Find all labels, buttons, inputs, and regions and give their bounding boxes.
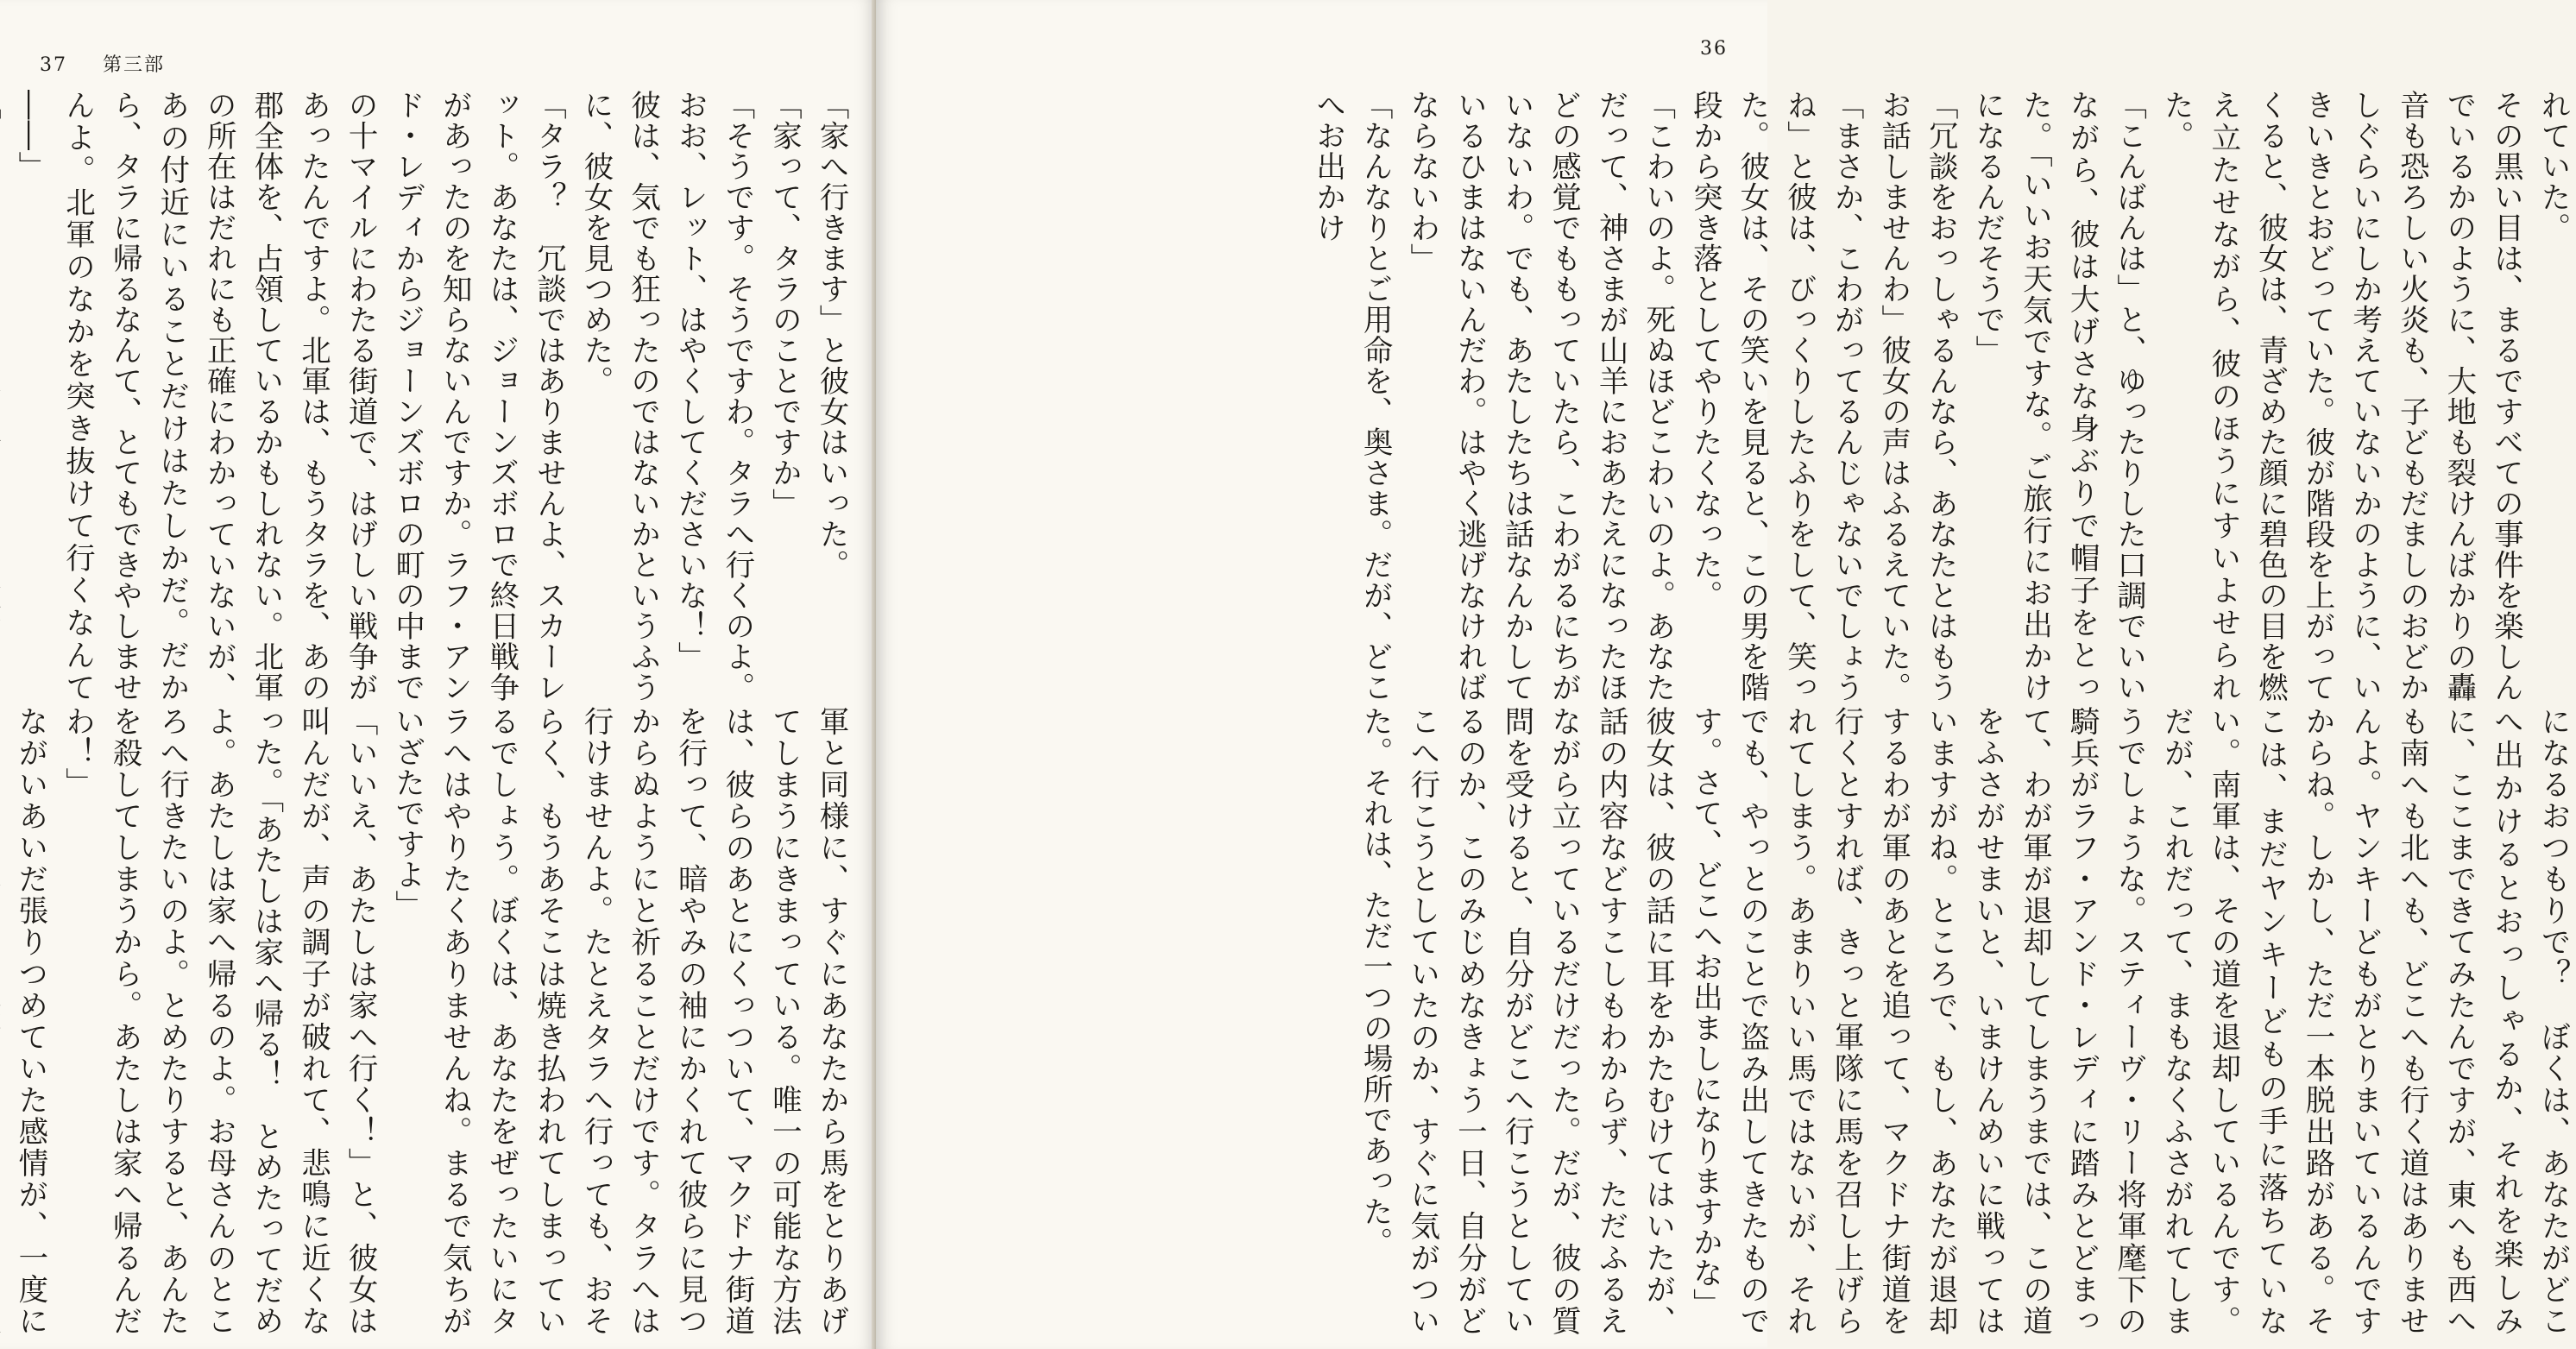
text-column-top: 「家へ行きます」と彼女はいった。 「家って、タラのことですか」 「そうです。そうですわ。タラへ行くのよ。おお、レット、はやくしてくださいな！」 彼は、気でも狂ったのではないかというふうに、彼女を見つめた。 「タラ？ 冗談ではありませんよ、スカーレット。あなたは、ジョーンズボロで終日戦争があったのを知らないんですか。ラフ・アンド・レディからジョーンズボロの町の中までの十マイルにわたる街道で、はげしい戦争があったんですよ。北軍は、もうタラを、あの郡全体を、占領しているかもしれない。北軍の所在はだれにも正確にわかっていないが、あの付近にいることだけはたしかだ。だから、タラに帰るなんて、とてもできやしませんよ。北軍のなかを突き抜けて行くなんて――」 (12, 90, 848, 703)
text-column-bottom: 軍と同様に、すぐにあなたから馬をとりあげてしまうにきまっている。唯一の可能な方法は、彼らのあとにくっついて、マクドナ街道を行って、暗やみの袖にかくれて彼らに見つからぬようにと祈ることだけです。タラへは行けませんよ。たとえタラへ行っても、おそらく、もうあそこは焼き払われてしまっているでしょう。ぼくは、あなたをぜったいにタラへはやりたくありませんね。まるで気ちがいざたですよ」 「いいえ、あたしは家へ行く！」と、彼女は叫んだが、声の調子が破れて、悲鳴に近くなった。「あたしは家へ帰る！ とめたってだめよ。あたしは家へ帰るのよ。お母さんのところへ行きたいのよ。とめたりすると、あんたを殺してしまうから。あたしは家へ帰るんだわ！」 ながいあいだ張りつめていた感情が、一度に (12, 706, 848, 1336)
running-head: 第三部 (103, 54, 166, 76)
page-number: 36 (1700, 38, 1728, 60)
left-page (0, 0, 876, 1349)
right-page (876, 0, 2570, 1349)
page-header-left (40, 50, 165, 77)
text-column-top: れていた。 その黒い目は、まるですべての事件を楽しんでいるかのように、大地も裂けんばかりの轟音も恐ろしい火炎も、子どもだましのおどかしぐらいにしか考えていないかのように、いきいきとおどっていた。彼が階段を上がってくると、彼女は、青ざめた顔に碧色の目を燃え立たせながら、彼のほうにすいよせられた。 「こんばんは」と、ゆったりした口調でいいながら、彼は大げさな身ぶりで帽子をとった。「いいお天気ですな。ご旅行にお出かけになるんだそうで」 「冗談をおっしゃるんなら、あなたとはもうお話しませんわ」彼女の声はふるえていた。 「まさか、こわがってるんじゃないでしょうね」と彼は、びっくりしたふりをして、笑った。彼女は、その笑いを見ると、この男を階段から突き落としてやりたくなった。 「こわいのよ。死ぬほどこわいのよ。あなただって、神さまが山羊におあたえになったほどの感覚でももっていたら、こわがるにちがいないわ。でも、あたしたちは話なんかしているひまはないんだわ。はやく逃げなければならないわ」 「なんなりとご用命を、奥さま。だが、どこへお出かけ (1310, 90, 2570, 703)
page-header-right (1700, 38, 1728, 60)
text-column-bottom: になるおつもりで？ ぼくは、あなたがどこへ出かけるとおっしゃるか、それを楽しみに、ここまできてみたんですが、東へも西へも南へも北へも、どこへも行く道はありませんよ。ヤンキーどもがとりまいているんですからね。しかし、ただ一本脱出路がある。そこは、まだヤンキーどもの手に落ちていない。南軍は、その道を退却しているんです。だが、これだって、まもなくふさがれてしまうでしょうな。スティーヴ・リー将軍麾下の騎兵がラフ・アンド・レディに踏みとどまって、わが軍が退却してしまうまでは、この道をふさがせまいと、いまけんめいに戦ってはいますがね。ところで、もし、あなたが退却するわが軍のあとを追って、マクドナ街道を行くとすれば、きっと軍隊に馬を召し上げられてしまう。あまりいい馬ではないが、それでも、やっとのことで盗み出してきたものです。さて、どこへお出ましになりますかな」 彼女は、彼の話に耳をかたむけてはいたが、話の内容などすこしもわからず、ただふるえながら立っているだけだった。だが、彼の質問を受けると、自分がどこへ行こうとしているのか、このみじめなきょう一日、自分がどこへ行こうとしていたのか、すぐに気がついた。それは、ただ一つの場所であった。 (1357, 706, 2570, 1336)
page-number: 37 (40, 54, 67, 76)
